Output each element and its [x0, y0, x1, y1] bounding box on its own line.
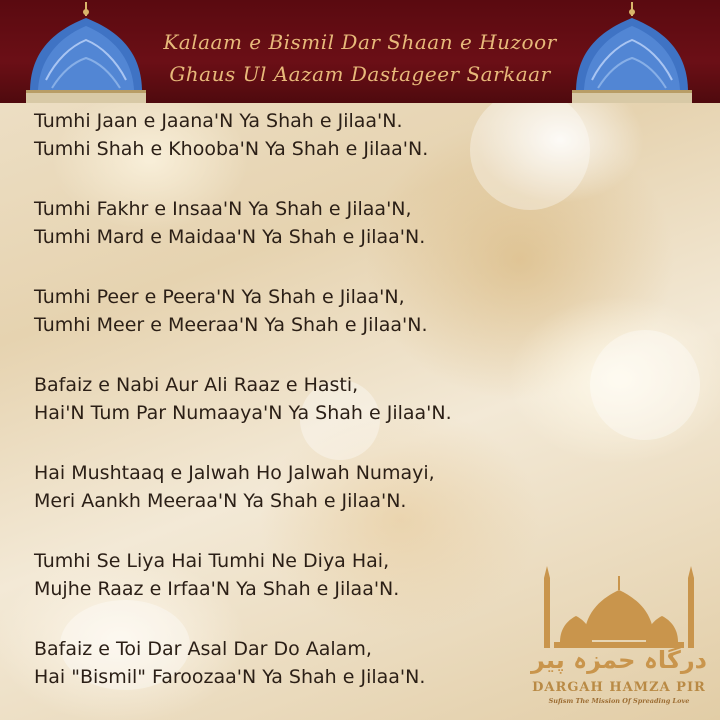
poem-stanza: [34, 107, 654, 163]
poem-line: Meri Aankh Meeraa'N Ya Shah e Jilaa'N.: [34, 490, 407, 512]
poem-line: Hai'N Tum Par Numaaya'N Ya Shah e Jilaa'N.: [34, 402, 452, 424]
dargah-logo: [524, 560, 714, 720]
poem-line: Tumhi Shah e Khooba'N Ya Shah e Jilaa'N.: [34, 138, 429, 160]
poem-line: Bafaiz e Nabi Aur Ali Raaz e Hasti,: [34, 374, 359, 396]
poem-line: Mujhe Raaz e Irfaa'N Ya Shah e Jilaa'N.: [34, 578, 400, 600]
poem-line: Bafaiz e Toi Dar Asal Dar Do Aalam,: [34, 638, 372, 660]
poem-line: Tumhi Mard e Maidaa'N Ya Shah e Jilaa'N.: [34, 226, 426, 248]
poem-line: Tumhi Meer e Meeraa'N Ya Shah e Jilaa'N.: [34, 314, 428, 336]
poem-stanza: [34, 195, 654, 251]
logo-name: DARGAH HAMZA PIR: [532, 680, 706, 695]
poem-line: Hai "Bismil" Faroozaa'N Ya Shah e Jilaa'N.: [34, 666, 426, 688]
dome-icon: [16, 0, 156, 103]
poem-stanza: [34, 459, 654, 515]
logo-tagline: Sufism The Mission Of Spreading Love: [548, 697, 690, 705]
logo-urdu-text: درگاہ حمزہ پیر: [531, 646, 707, 674]
poem-line: Tumhi Peer e Peera'N Ya Shah e Jilaa'N,: [34, 286, 405, 308]
header-title-line1: Kalaam e Bismil Dar Shaan e Huzoor: [163, 30, 557, 54]
poem-line: Tumhi Fakhr e Insaa'N Ya Shah e Jilaa'N,: [34, 198, 412, 220]
dome-icon: [562, 0, 702, 103]
header-title-line2: Ghaus Ul Aazam Dastageer Sarkaar: [169, 62, 551, 86]
header-banner: [0, 0, 720, 103]
poem-stanza: [34, 283, 654, 339]
poem-line: Tumhi Se Liya Hai Tumhi Ne Diya Hai,: [34, 550, 390, 572]
poem-line: Tumhi Jaan e Jaana'N Ya Shah e Jilaa'N.: [34, 110, 403, 132]
mosque-icon: [524, 560, 714, 650]
poem-stanza: [34, 371, 654, 427]
poem-line: Hai Mushtaaq e Jalwah Ho Jalwah Numayi,: [34, 462, 435, 484]
